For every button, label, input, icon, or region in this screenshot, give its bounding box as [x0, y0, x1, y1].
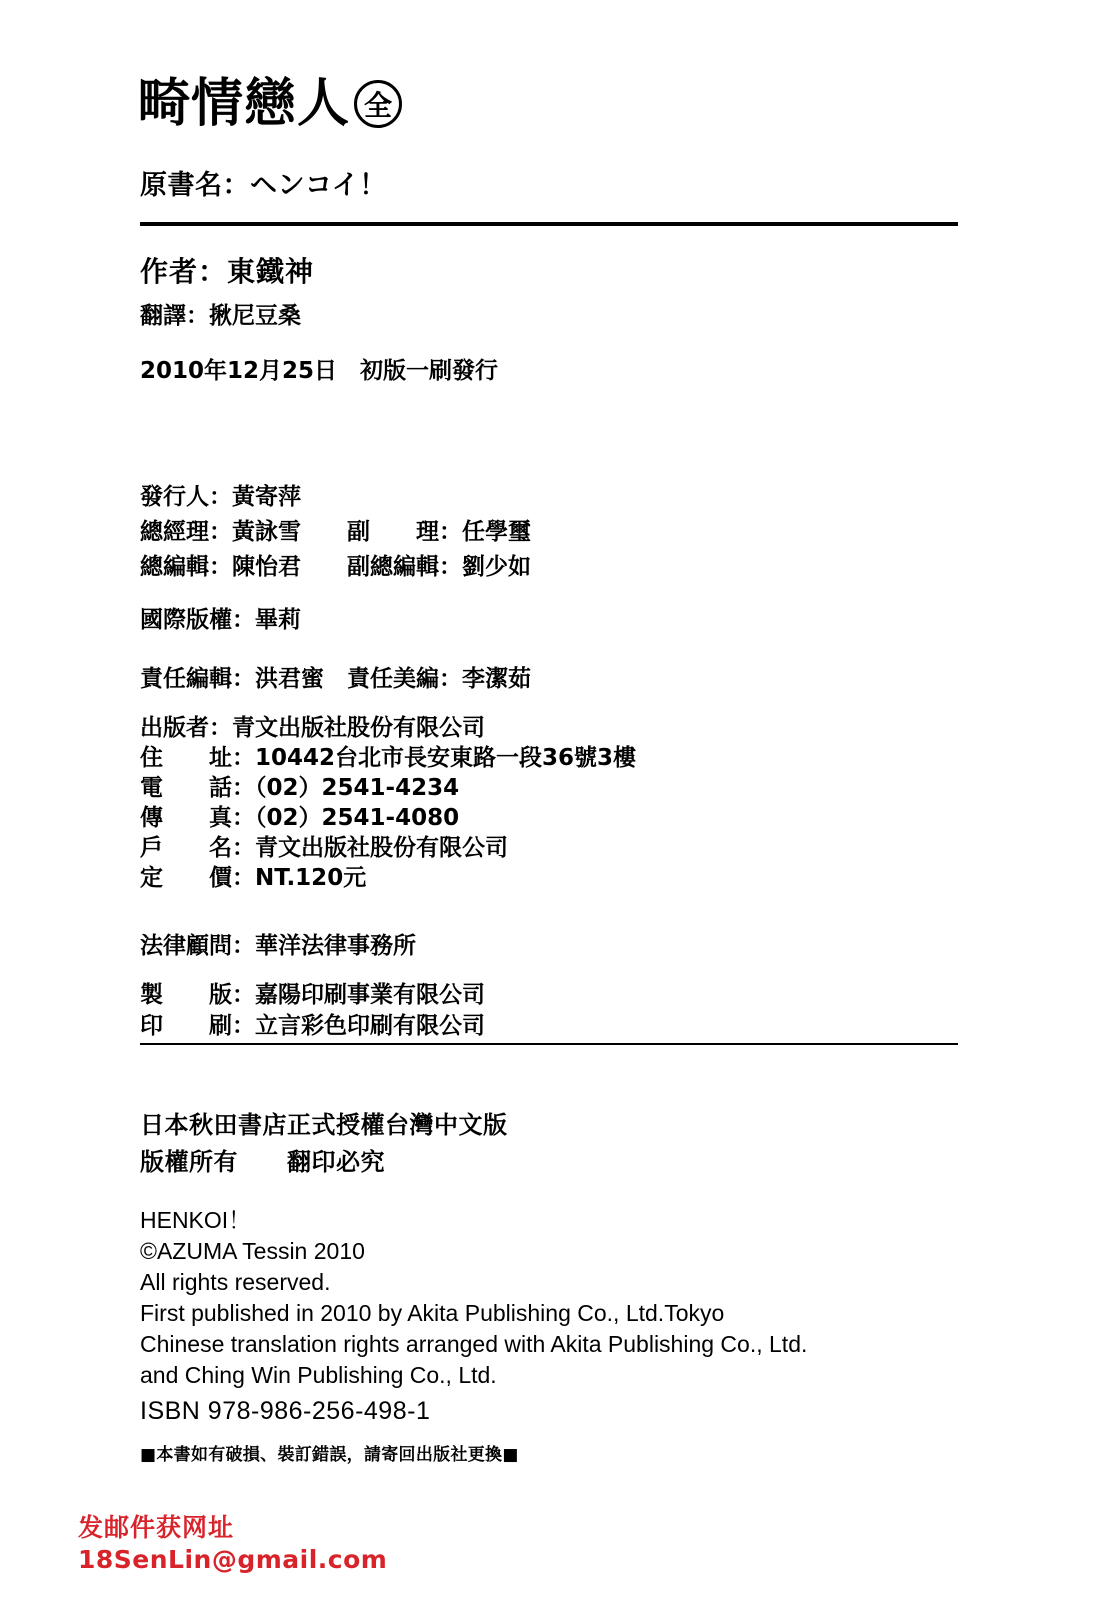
rights-line-copyright: 版權所有 翻印必究: [140, 1148, 385, 1176]
publisher-fax-line: 傳 真：（02）2541-4080: [140, 805, 460, 831]
plate-making-line: 製 版：嘉陽印刷事業有限公司: [140, 982, 485, 1008]
publisher-block: [140, 713, 636, 893]
watermark-line-2: 18SenLin@gmail.com: [78, 1545, 388, 1574]
watermark-line-1: 发邮件获网址: [78, 1513, 235, 1542]
printing-line: 印 刷：立言彩色印刷有限公司: [140, 1013, 485, 1039]
english-line-title: HENKOI！: [140, 1207, 252, 1233]
rights-statement: [140, 1107, 508, 1181]
book-title-row: [138, 74, 402, 134]
damage-notice: ■本書如有破損、裝訂錯誤，請寄回出版社更換■: [140, 1445, 519, 1465]
international-rights-line: 國際版權：畢莉: [140, 607, 301, 633]
printing-block: [140, 980, 485, 1042]
publish-date-line: 2010年12月25日 初版一刷發行: [140, 358, 499, 384]
watermark: [78, 1512, 387, 1576]
legal-advisor-line: 法律顧問：華洋法律事務所: [140, 933, 416, 959]
complete-edition-badge: 全: [354, 80, 402, 128]
english-line-chingwin: and Ching Win Publishing Co., Ltd.: [140, 1362, 497, 1388]
divider-top: [140, 222, 958, 226]
publisher-price-line: 定 價：NT.120元: [140, 865, 367, 891]
publisher-phone-line: 電 話：（02）2541-4234: [140, 775, 460, 801]
book-title: 畸情戀人: [138, 74, 351, 134]
english-line-first-published: First published in 2010 by Akita Publishing Co., Ltd.Tokyo: [140, 1300, 725, 1326]
original-title: 原書名：ヘンコイ！: [140, 170, 387, 201]
staff-line-chief-editor: 總編輯：陳怡君 副總編輯：劉少如: [140, 554, 531, 580]
isbn-line: ISBN 978-986-256-498-1: [140, 1397, 431, 1425]
rights-line-license: 日本秋田書店正式授權台灣中文版: [140, 1111, 508, 1139]
staff-line-general-manager: 總經理：黃詠雪 副 理：任學璽: [140, 519, 531, 545]
staff-block: [140, 480, 531, 585]
english-line-copyright: ©AZUMA Tessin 2010: [140, 1238, 365, 1264]
translator-line: 翻譯：揪尼豆桑: [140, 303, 301, 329]
publisher-address-line: 住 址：10442台北市長安東路一段36號3樓: [140, 745, 637, 771]
divider-bottom: [140, 1043, 958, 1045]
publisher-account-line: 戶 名：青文出版社股份有限公司: [140, 835, 508, 861]
english-copyright-block: [140, 1205, 807, 1391]
author-line: 作者：東鐵神: [140, 255, 315, 288]
editors-line: 責任編輯：洪君蜜 責任美編：李潔茹: [140, 666, 531, 692]
english-line-translation-rights: Chinese translation rights arranged with Akita Publishing Co., Ltd.: [140, 1331, 808, 1357]
publisher-name-line: 出版者：青文出版社股份有限公司: [140, 715, 485, 741]
staff-line-publisher-person: 發行人：黃寄萍: [140, 484, 301, 510]
english-line-rights: All rights reserved.: [140, 1269, 331, 1295]
